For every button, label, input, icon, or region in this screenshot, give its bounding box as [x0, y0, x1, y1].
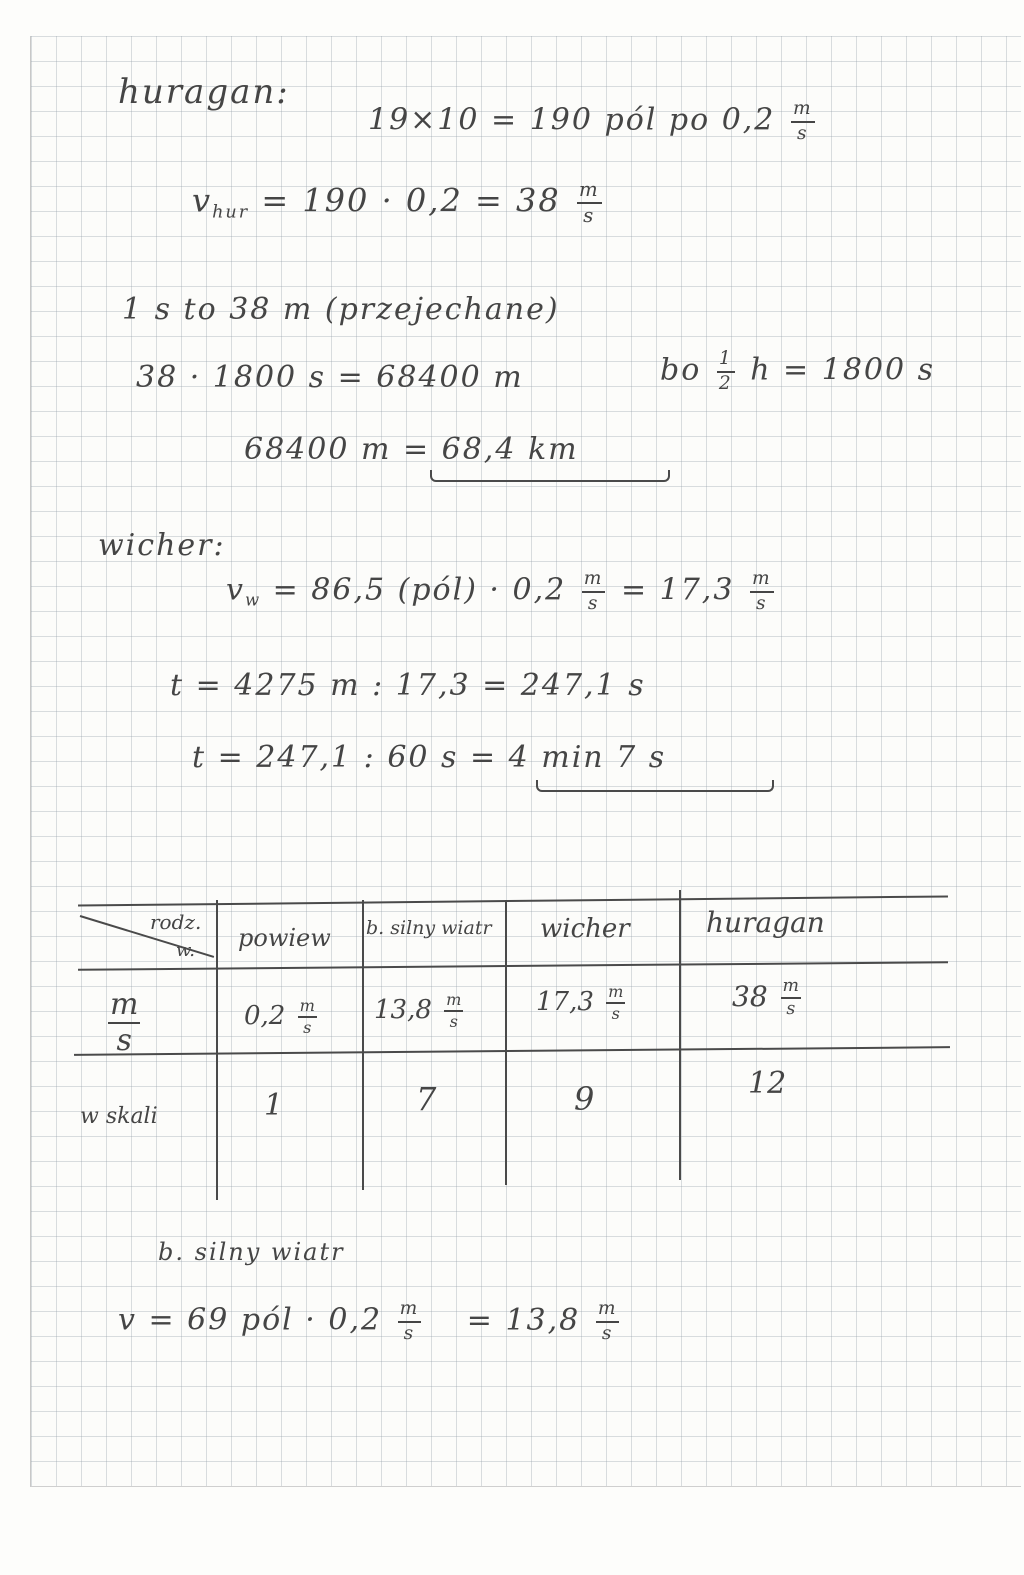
unit-den: s	[601, 1322, 614, 1344]
header-wicher: wicher	[540, 914, 630, 944]
unit-den: s	[786, 999, 796, 1020]
km-result-line: 68400 m = 68,4 km	[244, 432, 579, 467]
unit-num: m	[582, 570, 606, 593]
hurricane-calc: = 190 · 0,2 = 38	[261, 181, 561, 220]
half-fraction	[717, 350, 735, 393]
table-corner-bottom: w.	[176, 940, 195, 961]
table-corner-top: rodz.	[150, 910, 202, 934]
unit-num: m	[606, 984, 625, 1004]
half-hour-rest: h = 1800 s	[750, 352, 936, 388]
half-hour-line	[660, 350, 935, 393]
unit-fraction	[750, 570, 774, 613]
table-col-4	[679, 890, 681, 1180]
unit-fraction	[791, 100, 815, 143]
unit-num: m	[781, 978, 801, 999]
unit-fraction	[596, 1300, 620, 1343]
unit-fraction	[398, 1300, 422, 1343]
time-result-underline	[536, 780, 774, 792]
unit-num: m	[110, 987, 139, 1022]
unit-den: s	[583, 203, 596, 227]
unit-fraction	[108, 987, 140, 1058]
speed-huragan	[732, 978, 805, 1019]
distance-calc-line: 38 · 1800 s = 68400 m	[136, 360, 524, 395]
speed-wicher	[536, 984, 629, 1022]
hurricane-label: huragan:	[118, 72, 290, 112]
unit-fraction	[582, 570, 606, 613]
unit-den: s	[587, 592, 600, 614]
unit-den: s	[797, 122, 809, 144]
unit-num: m	[750, 570, 774, 593]
v-symbol: v	[226, 572, 245, 608]
table-col-2	[362, 900, 364, 1190]
row-label-scale: w skali	[80, 1104, 158, 1129]
unit-den: s	[756, 592, 768, 614]
unit-num: m	[298, 998, 317, 1018]
hurricane-speed-line	[192, 180, 606, 226]
unit-fraction	[444, 992, 463, 1030]
speed-value: 0,2	[244, 1001, 286, 1032]
unit-den: s	[611, 1004, 620, 1024]
unit-den: s	[449, 1012, 458, 1032]
time-calc-line: t = 4275 m : 17,3 = 247,1 s	[170, 668, 646, 703]
scale-wicher: 9	[574, 1080, 595, 1118]
v-symbol: v	[118, 1302, 137, 1338]
strong-gale-line	[118, 1300, 623, 1343]
speed-value: 38	[732, 979, 768, 1013]
v-hur-subscript: hur	[212, 202, 250, 223]
strong-gale-label: b. silny wiatr	[158, 1238, 345, 1266]
speed-strong-gale	[374, 992, 467, 1030]
speed-value: 17,3	[536, 987, 594, 1018]
gale-label: wicher:	[98, 528, 226, 563]
header-powiew: powiew	[238, 924, 331, 952]
unit-num: m	[444, 992, 463, 1012]
gale-calc: = 86,5 (pól) · 0,2	[272, 572, 567, 608]
km-result-underline	[430, 470, 670, 482]
scale-powiew: 1	[264, 1088, 284, 1123]
table-col-3	[505, 900, 507, 1185]
gale-result: = 17,3	[620, 572, 735, 608]
half-num: 1	[717, 350, 735, 373]
unit-den: s	[303, 1018, 312, 1038]
one-second-line: 1 s to 38 m (przejechane)	[122, 292, 560, 327]
row-label-speed	[104, 987, 144, 1058]
v-symbol: v	[192, 181, 213, 220]
gale-speed-line	[226, 570, 778, 613]
hurricane-fields-line	[368, 100, 819, 143]
time-minutes-line: t = 247,1 : 60 s = 4 min 7 s	[192, 740, 667, 775]
unit-den: s	[116, 1023, 132, 1058]
unit-num: m	[596, 1300, 620, 1323]
scale-huragan: 12	[748, 1066, 787, 1101]
unit-fraction	[577, 180, 602, 226]
scale-strong-gale: 7	[416, 1080, 437, 1118]
speed-powiew	[244, 998, 321, 1036]
unit-num: m	[577, 180, 602, 204]
half-hour-text: bo	[660, 352, 702, 388]
v-w-subscript: w	[244, 590, 262, 610]
speed-value: 13,8	[374, 995, 432, 1026]
unit-fraction	[781, 978, 801, 1019]
strong-gale-calc: = 69 pól · 0,2	[148, 1302, 383, 1338]
header-strong-gale: b. silny wiatr	[366, 917, 492, 939]
unit-fraction	[606, 984, 625, 1022]
unit-num: m	[791, 100, 815, 123]
hurricane-fields-text: 19×10 = 190 pól po 0,2	[368, 102, 776, 138]
table-col-1	[216, 900, 218, 1200]
unit-den: s	[403, 1322, 416, 1344]
half-den: 2	[718, 372, 733, 394]
header-huragan: huragan	[706, 906, 825, 939]
unit-num: m	[398, 1300, 422, 1323]
unit-fraction	[298, 998, 317, 1036]
strong-gale-result: = 13,8	[466, 1302, 581, 1338]
